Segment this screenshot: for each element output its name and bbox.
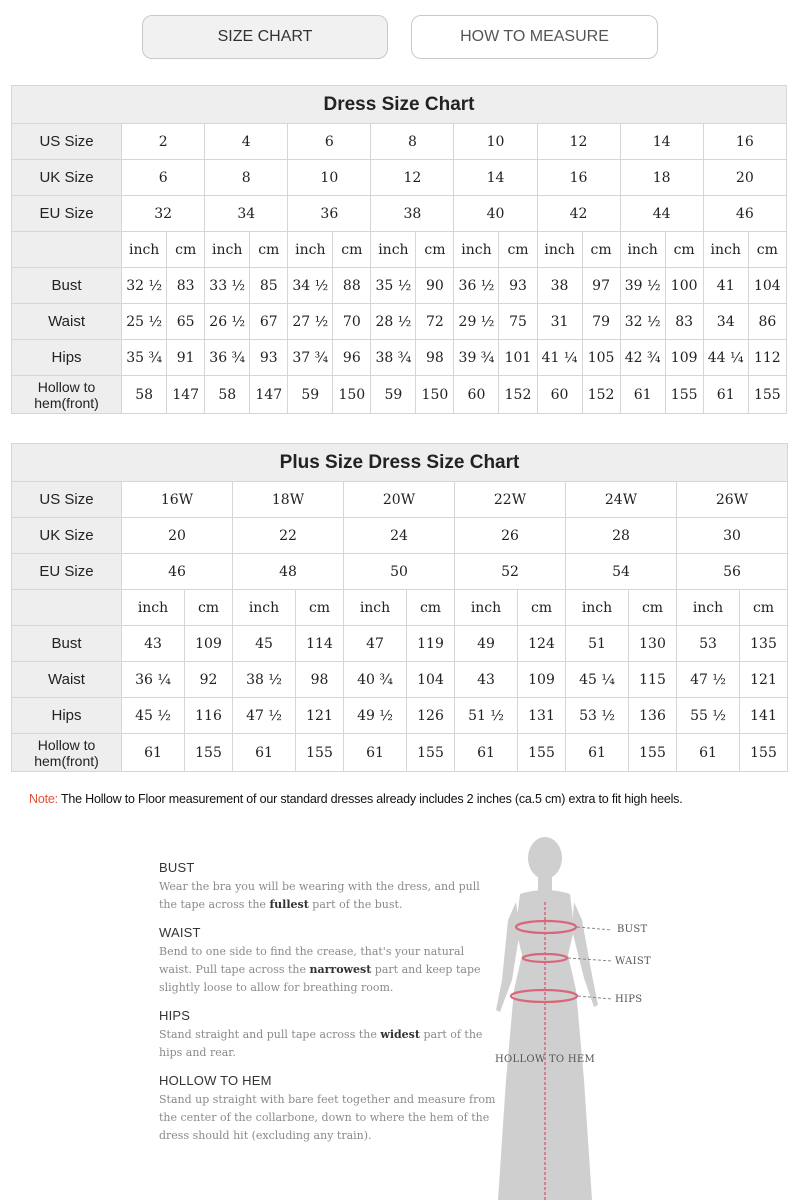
measurement-cell: 131	[518, 698, 566, 734]
guide-hollow	[159, 1073, 499, 1145]
eu-size-cell: 46	[122, 554, 233, 590]
measurement-cell: 41	[703, 268, 748, 304]
measurement-cell: 38	[537, 268, 582, 304]
note	[29, 792, 789, 806]
unit-cm: cm	[629, 590, 677, 626]
measurement-cell: 109	[518, 662, 566, 698]
measurement-cell: 39 ¾	[454, 340, 499, 376]
uk-size-cell: 10	[288, 160, 371, 196]
unit-cm: cm	[167, 232, 205, 268]
measurement-cell: 86	[748, 304, 786, 340]
measurement-cell: 47 ½	[233, 698, 296, 734]
measurement-cell: 135	[740, 626, 788, 662]
unit-cm: cm	[582, 232, 620, 268]
measurement-cell: 96	[333, 340, 371, 376]
measurement-cell: 41 ¼	[537, 340, 582, 376]
measurement-cell: 109	[185, 626, 233, 662]
note-label: Note:	[29, 792, 58, 806]
measurement-cell: 32 ½	[122, 268, 167, 304]
measurement-cell: 155	[407, 734, 455, 772]
measurement-cell: 155	[665, 376, 703, 414]
eu-size-cell: 52	[455, 554, 566, 590]
measurement-cell: 58	[122, 376, 167, 414]
measurement-cell: 70	[333, 304, 371, 340]
unit-inch: inch	[566, 590, 629, 626]
measurement-cell: 38 ¾	[371, 340, 416, 376]
measurement-cell: 79	[582, 304, 620, 340]
uk-size-cell: 14	[454, 160, 537, 196]
measurement-cell: 130	[629, 626, 677, 662]
measurement-cell: 85	[250, 268, 288, 304]
measurement-cell: 39 ½	[620, 268, 665, 304]
unit-cm: cm	[296, 590, 344, 626]
measurement-cell: 147	[167, 376, 205, 414]
guide-hips-text: Stand straight and pull tape across the widest part of the hips and rear.	[159, 1028, 483, 1059]
measurement-cell: 109	[665, 340, 703, 376]
measurement-cell: 33 ½	[205, 268, 250, 304]
unit-inch: inch	[205, 232, 250, 268]
guide-bust-heading: BUST	[159, 860, 195, 875]
eu-size-label: EU Size	[12, 554, 122, 590]
measurement-cell: 53 ½	[566, 698, 629, 734]
unit-inch: inch	[703, 232, 748, 268]
unit-cm: cm	[250, 232, 288, 268]
measurement-cell: 60	[454, 376, 499, 414]
unit-inch: inch	[122, 232, 167, 268]
measurement-cell: 98	[416, 340, 454, 376]
guide-bust-text: Wear the bra you will be wearing with the dress, and pull the tape across the fullest part of the bust.	[159, 880, 480, 911]
eu-size-cell: 42	[537, 196, 620, 232]
measurement-cell: 31	[537, 304, 582, 340]
uk-size-cell: 6	[122, 160, 205, 196]
us-size-cell: 22W	[455, 482, 566, 518]
unit-cm: cm	[333, 232, 371, 268]
measurement-cell: 119	[407, 626, 455, 662]
measurement-cell: 51 ½	[455, 698, 518, 734]
unit-inch: inch	[677, 590, 740, 626]
guide-hips-heading: HIPS	[159, 1008, 191, 1023]
us-size-cell: 12	[537, 124, 620, 160]
measurement-cell: 93	[250, 340, 288, 376]
guide-waist-heading: WAIST	[159, 925, 201, 940]
measurement-cell: 116	[185, 698, 233, 734]
uk-size-cell: 30	[677, 518, 788, 554]
unit-inch: inch	[454, 232, 499, 268]
unit-inch: inch	[233, 590, 296, 626]
measurement-cell: 61	[122, 734, 185, 772]
chart-title: Plus Size Dress Size Chart	[12, 444, 788, 482]
measurement-cell: 136	[629, 698, 677, 734]
measurement-cell: 141	[740, 698, 788, 734]
measurement-label: Bust	[12, 268, 122, 304]
unit-cm: cm	[185, 590, 233, 626]
us-size-cell: 2	[122, 124, 205, 160]
measurement-cell: 59	[371, 376, 416, 414]
measurement-cell: 37 ¾	[288, 340, 333, 376]
us-size-cell: 8	[371, 124, 454, 160]
measurement-cell: 36 ¾	[205, 340, 250, 376]
measurement-cell: 155	[296, 734, 344, 772]
measurement-cell: 61	[620, 376, 665, 414]
dress-size-chart	[11, 85, 787, 414]
uk-size-cell: 18	[620, 160, 703, 196]
measurement-cell: 155	[185, 734, 233, 772]
uk-size-cell: 24	[344, 518, 455, 554]
eu-size-cell: 36	[288, 196, 371, 232]
measurement-cell: 43	[455, 662, 518, 698]
measurement-label: Hips	[12, 340, 122, 376]
measurement-cell: 58	[205, 376, 250, 414]
measurement-cell: 65	[167, 304, 205, 340]
measurement-cell: 27 ½	[288, 304, 333, 340]
us-size-cell: 20W	[344, 482, 455, 518]
measurement-cell: 45 ½	[122, 698, 185, 734]
measurement-cell: 97	[582, 268, 620, 304]
measurement-cell: 55 ½	[677, 698, 740, 734]
figure-hips-label: HIPS	[615, 994, 643, 1005]
measurement-cell: 83	[665, 304, 703, 340]
uk-size-cell: 12	[371, 160, 454, 196]
tab-size-chart[interactable]: SIZE CHART	[142, 15, 388, 59]
measurement-cell: 45 ¼	[566, 662, 629, 698]
us-size-cell: 18W	[233, 482, 344, 518]
measurement-cell: 150	[333, 376, 371, 414]
measurement-cell: 59	[288, 376, 333, 414]
measurement-label: Waist	[12, 662, 122, 698]
uk-size-cell: 26	[455, 518, 566, 554]
measurement-cell: 47 ½	[677, 662, 740, 698]
unit-header-blank	[12, 590, 122, 626]
measurement-cell: 61	[455, 734, 518, 772]
unit-cm: cm	[518, 590, 566, 626]
guide-hollow-heading: HOLLOW TO HEM	[159, 1073, 272, 1088]
dress-silhouette-icon	[480, 830, 680, 1200]
measure-guide	[159, 860, 499, 1156]
measurement-cell: 104	[748, 268, 786, 304]
eu-size-cell: 56	[677, 554, 788, 590]
eu-size-cell: 46	[703, 196, 786, 232]
uk-size-label: UK Size	[12, 160, 122, 196]
tab-bar	[0, 15, 800, 59]
us-size-cell: 24W	[566, 482, 677, 518]
uk-size-label: UK Size	[12, 518, 122, 554]
uk-size-cell: 22	[233, 518, 344, 554]
us-size-cell: 16W	[122, 482, 233, 518]
measurement-cell: 98	[296, 662, 344, 698]
measurement-cell: 101	[499, 340, 537, 376]
eu-size-cell: 32	[122, 196, 205, 232]
measurement-cell: 152	[582, 376, 620, 414]
measurement-cell: 67	[250, 304, 288, 340]
unit-inch: inch	[620, 232, 665, 268]
measurement-cell: 100	[665, 268, 703, 304]
eu-size-cell: 48	[233, 554, 344, 590]
us-size-label: US Size	[12, 124, 122, 160]
measurement-label: Hollow to hem(front)	[12, 376, 122, 414]
uk-size-cell: 20	[122, 518, 233, 554]
us-size-label: US Size	[12, 482, 122, 518]
eu-size-cell: 44	[620, 196, 703, 232]
chart-title: Dress Size Chart	[12, 86, 787, 124]
us-size-cell: 14	[620, 124, 703, 160]
measurement-cell: 61	[233, 734, 296, 772]
measurement-label: Hollow to hem(front)	[12, 734, 122, 772]
measurement-cell: 152	[499, 376, 537, 414]
unit-inch: inch	[288, 232, 333, 268]
measurement-cell: 43	[122, 626, 185, 662]
unit-cm: cm	[665, 232, 703, 268]
measurement-cell: 26 ½	[205, 304, 250, 340]
measurement-cell: 126	[407, 698, 455, 734]
unit-inch: inch	[122, 590, 185, 626]
measurement-cell: 72	[416, 304, 454, 340]
plus-size-chart	[11, 443, 788, 772]
measurement-cell: 44 ¼	[703, 340, 748, 376]
unit-cm: cm	[407, 590, 455, 626]
unit-inch: inch	[344, 590, 407, 626]
measurement-cell: 42 ¾	[620, 340, 665, 376]
guide-waist-text: Bend to one side to find the crease, that's your natural waist. Pull tape across the narrowest part and keep tape slightly loose to allow for breathing room.	[159, 945, 481, 994]
guide-hips	[159, 1008, 499, 1062]
measurement-cell: 121	[740, 662, 788, 698]
measurement-cell: 93	[499, 268, 537, 304]
measurement-cell: 121	[296, 698, 344, 734]
measurement-cell: 114	[296, 626, 344, 662]
figure-bust-label: BUST	[617, 924, 648, 935]
measurement-cell: 91	[167, 340, 205, 376]
eu-size-cell: 34	[205, 196, 288, 232]
measurement-cell: 104	[407, 662, 455, 698]
measurement-cell: 34 ½	[288, 268, 333, 304]
unit-cm: cm	[416, 232, 454, 268]
measurement-cell: 36 ¼	[122, 662, 185, 698]
measurement-cell: 49	[455, 626, 518, 662]
measurement-cell: 92	[185, 662, 233, 698]
measurement-cell: 25 ½	[122, 304, 167, 340]
unit-header-blank	[12, 232, 122, 268]
measurement-cell: 29 ½	[454, 304, 499, 340]
measurement-cell: 61	[566, 734, 629, 772]
unit-inch: inch	[371, 232, 416, 268]
guide-bust	[159, 860, 499, 914]
measurement-label: Waist	[12, 304, 122, 340]
measurement-cell: 35 ¾	[122, 340, 167, 376]
measurement-cell: 61	[677, 734, 740, 772]
measurement-cell: 115	[629, 662, 677, 698]
uk-size-cell: 20	[703, 160, 786, 196]
unit-cm: cm	[748, 232, 786, 268]
measurement-cell: 47	[344, 626, 407, 662]
us-size-cell: 10	[454, 124, 537, 160]
eu-size-cell: 54	[566, 554, 677, 590]
measurement-cell: 75	[499, 304, 537, 340]
us-size-cell: 26W	[677, 482, 788, 518]
measurement-cell: 49 ½	[344, 698, 407, 734]
unit-inch: inch	[455, 590, 518, 626]
uk-size-cell: 16	[537, 160, 620, 196]
guide-waist	[159, 925, 499, 997]
us-size-cell: 16	[703, 124, 786, 160]
figure-waist-label: WAIST	[615, 956, 651, 967]
measurement-label: Bust	[12, 626, 122, 662]
measurement-cell: 112	[748, 340, 786, 376]
measurement-cell: 40 ¾	[344, 662, 407, 698]
measurement-cell: 61	[703, 376, 748, 414]
measurement-cell: 83	[167, 268, 205, 304]
figure-hollow-label: HOLLOW TO HEM	[495, 1054, 596, 1065]
unit-cm: cm	[740, 590, 788, 626]
measurement-cell: 105	[582, 340, 620, 376]
guide-hollow-text: Stand up straight with bare feet together and measure from the center of the collarbone, down to where the hem of the dress should hit (excluding any train).	[159, 1093, 496, 1142]
measurement-cell: 155	[740, 734, 788, 772]
measurement-cell: 90	[416, 268, 454, 304]
measurement-cell: 60	[537, 376, 582, 414]
eu-size-cell: 38	[371, 196, 454, 232]
note-text: The Hollow to Floor measurement of our standard dresses already includes 2 inches (ca.5 cm) extra to fit high heels.	[57, 792, 683, 806]
eu-size-cell: 50	[344, 554, 455, 590]
us-size-cell: 4	[205, 124, 288, 160]
measurement-cell: 45	[233, 626, 296, 662]
measurement-cell: 155	[518, 734, 566, 772]
measurement-cell: 155	[629, 734, 677, 772]
measurement-cell: 155	[748, 376, 786, 414]
measurement-cell: 51	[566, 626, 629, 662]
measurement-cell: 124	[518, 626, 566, 662]
uk-size-cell: 28	[566, 518, 677, 554]
measurement-cell: 35 ½	[371, 268, 416, 304]
measurement-cell: 53	[677, 626, 740, 662]
tab-how-to-measure[interactable]: HOW TO MEASURE	[411, 15, 658, 59]
measurement-cell: 88	[333, 268, 371, 304]
measurement-cell: 32 ½	[620, 304, 665, 340]
measurement-cell: 38 ½	[233, 662, 296, 698]
measurement-cell: 147	[250, 376, 288, 414]
eu-size-cell: 40	[454, 196, 537, 232]
us-size-cell: 6	[288, 124, 371, 160]
eu-size-label: EU Size	[12, 196, 122, 232]
unit-inch: inch	[537, 232, 582, 268]
measurement-cell: 150	[416, 376, 454, 414]
measurement-cell: 34	[703, 304, 748, 340]
measurement-cell: 36 ½	[454, 268, 499, 304]
measurement-label: Hips	[12, 698, 122, 734]
measurement-cell: 61	[344, 734, 407, 772]
dress-figure	[480, 830, 680, 1200]
uk-size-cell: 8	[205, 160, 288, 196]
unit-cm: cm	[499, 232, 537, 268]
measurement-cell: 28 ½	[371, 304, 416, 340]
